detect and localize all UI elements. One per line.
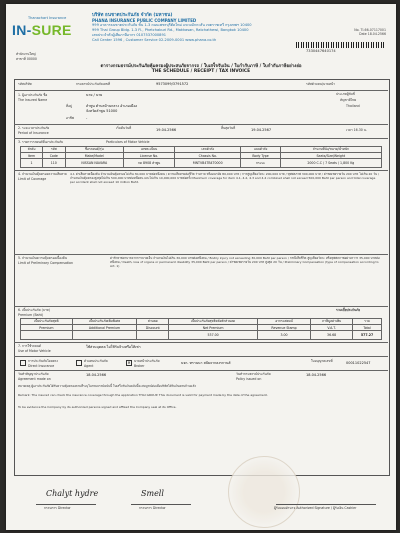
- remark-th: หมายเหตุ ผู้เอาประกันภัยได้รับความคุ้มครองตามที่ระบุในกรมธรรม์ฉบับนี้ ใบเสร็จรับเงินฉบับนี้จะสมบูรณ์ต่อเมื่อบริษัทได้รับเงินครบถ้วนแล้ว: [18, 384, 197, 388]
- issued-date: 18.04.2566: [306, 373, 327, 377]
- agreement-date: 18.04.2566: [86, 373, 107, 377]
- vehicle-col-header-en: Make/Model: [65, 153, 123, 159]
- direct-checkbox: [20, 360, 26, 366]
- policy-number-label: กรมธรรม์ประกันภัยเลขที่: [76, 82, 111, 86]
- vehicle-col-header: ลำดับ: [21, 147, 43, 153]
- divider: [14, 370, 388, 371]
- signature-line: [36, 504, 96, 505]
- director-1-label: กรรมการ Director: [44, 506, 71, 510]
- company-logo: [12, 16, 72, 39]
- company-name-en: PHANA INSURANCE PUBLIC COMPANY LIMITED: [92, 18, 197, 23]
- insured-name: นาย / นาย: [86, 93, 103, 97]
- broker-checkbox-checked: ✕: [127, 360, 131, 365]
- preliminary-label-en: Limit of Preliminary Compensation: [18, 261, 74, 265]
- period-to: 19.04.2567: [251, 128, 272, 132]
- agent-label: ตัวแทนประกันภัย: [84, 359, 108, 363]
- tax-invoice-no: สาขาที่ 00000: [16, 57, 37, 61]
- director-2-label: กรรมการ Director: [139, 506, 166, 510]
- broker-name: บจก. ทรานนา สปัยจากลงรกานส์: [181, 361, 231, 365]
- company-tax-id: เลขประจำตัวผู้เสียภาษีอากร 0107537000891: [92, 33, 167, 37]
- period-from: 19.04.2566: [156, 128, 177, 132]
- use-label-en: Use of Motor Vehicle: [18, 349, 51, 353]
- premium-col-header: เบี้ยประกันภัยสุทธิหลังหักส่วนลด: [169, 319, 258, 325]
- company-address-en: 999 Thai Group Bldg. 1-3 Fl., Phetchaburi Rd., Makkasan, Ratchathewi, Bangkok 10400: [92, 28, 249, 32]
- insurance-document: [6, 4, 396, 530]
- vehicle-col-header: เลขตัวถัง: [175, 147, 241, 153]
- doc-date: Date 18.04.2566: [359, 32, 386, 37]
- title-en: THE SCHEDULE / RECEIPT / TAX INVOICE: [151, 69, 251, 75]
- premium-cell: [21, 331, 73, 340]
- vehicle-col-header-en: Item: [21, 153, 43, 159]
- company-contact: Call Center 1596 , Customer Service 02-2009-0001 www.phana.co.th: [92, 38, 217, 42]
- divider: [14, 254, 388, 255]
- company-address-th: 999 อาคารธนชาตประกันภัย ชั้น 1-3 ถนนเพชรบุรีตัดใหม่ แขวงมักกะสัน เขตราชเทวี กรุงเทพฯ 10400: [92, 23, 252, 27]
- document-header: [6, 4, 396, 50]
- branch-label: สำนักงานใหญ่: [16, 52, 36, 56]
- logo-tagline: Thanachart Insurance: [28, 16, 67, 20]
- insured-name-en: The Insured Name: [18, 98, 48, 102]
- direct-label: การประกันภัยโดยตรง: [28, 359, 58, 363]
- barcode-number: 7330447640174: [306, 49, 336, 53]
- vehicle-cell: 2000 C.C / 7 Seats / 1,800 Kg: [280, 159, 381, 168]
- premium-col-header: ภาษีมูลค่าเพิ่ม: [311, 319, 353, 325]
- divider: [14, 90, 388, 91]
- coverage-label: 4. จำนวนเงินคุ้มครองความเสียหาย: [18, 172, 67, 176]
- signature-line: [276, 504, 376, 505]
- company-name-th: บริษัท ธนชาตประกันภัย จำกัด (มหาชน): [92, 13, 173, 18]
- divider: [14, 170, 388, 171]
- vehicle-col-header: จำนวนที่นั่ง/ขนาด/น้ำหนัก: [280, 147, 381, 153]
- divider: [14, 356, 388, 357]
- vehicle-col-header-en: Code: [42, 153, 65, 159]
- preliminary-text: ค่ารักษาพยาบาลจากการบาดเจ็บ จำนวนเงินไม่เกิน 30,000 บาทต่อหนึ่งคน / Bodily injury not exceeding 30,000 Baht per person / กรณีเสียชีวิต สูญเสียอวัยวะ หรือทุพพลภาพอย่างถาวร 35,000 บาทต่อหนึ่งคน / Death, loss of organs or permanent disability 35,000 Baht per person / ค่าชดเชยรายวัน 200 บาท สูงสุด 20 วัน / Preliminary Compensation (type of compensation according to Art. 1): [110, 256, 380, 269]
- premium-table: [20, 318, 382, 340]
- vehicle-label-en: Particulars of Motor Vehicle: [106, 140, 150, 144]
- title-th: ตารางกรมธรรม์ประกันภัยคุ้มครองผู้ประสบภัยจากรถ / ใบเสร็จรับเงิน / ใบกำกับภาษี / ใบกำกับภาษีอย่างย่อ: [100, 64, 302, 69]
- company-info: [92, 13, 292, 43]
- license-number: 00011022547: [346, 361, 371, 365]
- vehicle-col-header: ชื่อรถยนต์/รุ่น: [65, 147, 123, 153]
- vehicle-col-header-en: Chassis No.: [175, 153, 241, 159]
- agent-checkbox: [76, 360, 82, 366]
- period-label: 2. ระยะเวลาประกันภัย: [18, 126, 50, 130]
- barcode: [296, 42, 386, 48]
- premium-label: 6. เบี้ยประกันภัย (บาท): [18, 308, 50, 312]
- vehicle-col-header-en: Seats/Size/Weight: [280, 153, 381, 159]
- coverage-label-en: Limit of Coverage: [18, 177, 47, 181]
- address-label: ที่อยู่: [66, 104, 72, 108]
- remark-footer: To be evidence the Company by its authorized persons signed and affixed the Company seal at its Office.: [18, 405, 177, 409]
- divider: [14, 124, 388, 125]
- signature-director-2: Smell: [141, 489, 164, 498]
- divider: [14, 342, 388, 343]
- occupation-label: อาชีพ: [66, 116, 74, 120]
- insured-address: ลำพูน ตำบลบ้านกลาง อำเภอเมือง: [86, 104, 138, 108]
- vehicle-col-header: เลขทะเบียน: [123, 147, 174, 153]
- vehicle-label: 3. รายการรถยนต์ที่เอาประกันภัย: [18, 140, 64, 144]
- premium-col-header: ส่วนลด: [137, 319, 169, 325]
- premium-cell: 537.00: [169, 331, 258, 340]
- vehicle-cell: กค 8908 ลำพูน: [123, 159, 174, 168]
- company-code-label: รหัสบริษัท: [18, 82, 32, 86]
- premium-col-header-en: Premium: [21, 325, 73, 331]
- vehicle-cell: NISSAN NAVARA: [65, 159, 123, 168]
- period-to-label: สิ้นสุดวันที่: [221, 126, 236, 130]
- document-title: [6, 64, 396, 75]
- broker-label: นายหน้าประกันภัย: [134, 359, 160, 363]
- premium-cell: 36.68: [311, 331, 353, 340]
- premium-col-header: อากรแสตมป์: [257, 319, 310, 325]
- period-time: เวลา 16.30 น.: [346, 128, 367, 132]
- signature-line: [131, 504, 191, 505]
- insured-name-label: 1. ผู้เอาประกันภัย ชื่อ: [18, 93, 48, 97]
- premium-cell: 577.27: [353, 331, 382, 340]
- vehicle-cell: กระบะ: [241, 159, 280, 168]
- broker-label-en: Broker: [134, 364, 145, 368]
- coverage-text: 4.1 ค่าเสียหายเบื้องต้น จำนวนเงินคุ้มครองไม่เกิน 30,000 บาทต่อหนึ่งคน / ความเสียหายต่อชีวิต ร่างกาย หรืออนามัย 80,000 บาท / การสูญเสียอวัยวะ 200,000 บาท / ทุพพลภาพ 300,000 บาท / ค่าชดเชยรายวัน 200 บาท ไม่เกิน 20 วัน / จำนวนเงินคุ้มครองสูงสุดไม่เกิน 500,000 บาทต่อหนึ่งคน และไม่เกิน 10,000,000 บาทต่อครั้ง Maximum coverage for item 4.1, 4.2, 4.3 and 4.4 combined shall not exceed 500,000 Baht per person and total coverage per accident shall not exceed 10 million Baht.: [70, 172, 379, 185]
- logo-wordmark: IN-SURE: [12, 22, 72, 38]
- premium-col-header-en: V.A.T.: [311, 325, 353, 331]
- nationality: สัญชาติไทย: [340, 98, 357, 102]
- premium-label-en: Premium (Baht): [18, 313, 44, 317]
- agreement-label-en: Agreement made on: [18, 377, 51, 381]
- direct-label-en: Direct Insurance: [28, 364, 55, 368]
- period-label-en: Period of Insurance: [18, 131, 49, 135]
- agent-code-label: รหัสตัวแทน/นายหน้า: [306, 82, 335, 86]
- policy-number: 9573099/3791572: [156, 82, 189, 86]
- premium-cell: 3.00: [257, 331, 310, 340]
- company-seal-watermark: [228, 456, 300, 528]
- vehicle-table: [20, 146, 382, 168]
- agent-label-en: Agent: [84, 364, 94, 368]
- cashier-label: ผู้รับมอบอำนาจ Authorized Signature / ผู้รับเงิน Cashier: [274, 506, 357, 510]
- premium-col-header: รวม: [353, 319, 382, 325]
- vehicle-cell: MNTVB4TB4T0000: [175, 159, 241, 168]
- country: Thailand: [346, 104, 360, 108]
- doc-number: No. TI-66-07117001: [354, 28, 386, 32]
- premium-row: [21, 331, 382, 340]
- premium-cell: [72, 331, 136, 340]
- premium-col-header-en: Total: [353, 325, 382, 331]
- insured-address-2: จังหวัดลำพูน 51000: [86, 109, 118, 113]
- preliminary-label: 5. จำนวนเงินความคุ้มครองเบื้องต้น: [18, 256, 67, 260]
- premium-col-header: เบี้ยประกันภัยเพิ่มพิเศษ: [72, 319, 136, 325]
- vehicle-col-header: แบบตัวถัง: [241, 147, 280, 153]
- use-label: 7. การใช้รถยนต์: [18, 344, 41, 348]
- premium-col-header-en: Net Premium: [169, 325, 258, 331]
- issued-label: วันทำกรมธรรม์ประกันภัย: [236, 372, 271, 376]
- premium-col-header-en: Revenue Stamp: [257, 325, 310, 331]
- issued-label-en: Policy issued on: [236, 377, 262, 381]
- vehicle-col-header-en: License No.: [123, 153, 174, 159]
- premium-col-header-en: Additional Premium: [72, 325, 136, 331]
- license-label: ใบอนุญาตเลขที่: [311, 359, 333, 363]
- vehicle-cell: 110: [42, 159, 65, 168]
- occupation: -: [86, 116, 88, 120]
- divider: [14, 138, 388, 139]
- vehicle-cell: 1: [21, 159, 43, 168]
- period-from-label: เริ่มต้นวันที่: [116, 126, 132, 130]
- signature-director-1: Chalyt hydre: [46, 489, 99, 498]
- premium-cell: [137, 331, 169, 340]
- vehicle-row: [21, 159, 382, 168]
- vehicle-col-header: รหัส: [42, 147, 65, 153]
- divider: [14, 306, 388, 307]
- remark-en: Remark: The insured can check the insurance coverage through the application THAI GROUP. This document is valid for payment made by the date of the agreement.: [18, 393, 268, 397]
- document-meta: [274, 28, 386, 36]
- agreement-label: วันทำสัญญาประกันภัย: [18, 372, 49, 376]
- use-value: ใช้ส่วนบุคคล ไม่ใช้รับจ้างหรือให้เช่า: [86, 345, 141, 349]
- premium-total-label: รวมเบี้ยประกันภัย: [336, 308, 361, 312]
- premium-col-header: เบี้ยประกันภัยสุทธิ: [21, 319, 73, 325]
- driver-type: ประเภทผู้ขับขี่: [336, 92, 355, 96]
- premium-col-header-en: Discount: [137, 325, 169, 331]
- vehicle-col-header-en: Body Type: [241, 153, 280, 159]
